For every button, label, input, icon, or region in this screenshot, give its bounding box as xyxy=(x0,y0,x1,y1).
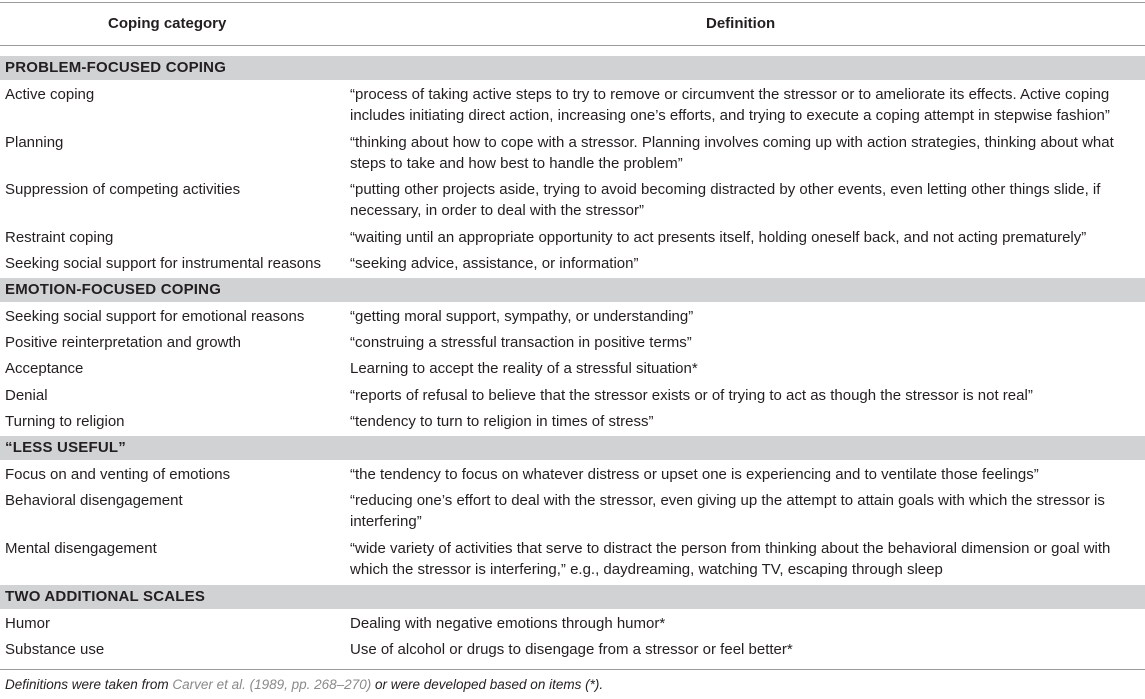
category-cell: Planning xyxy=(5,134,64,151)
table-header-row xyxy=(0,3,1145,45)
definition-cell: “seeking advice, assistance, or information” xyxy=(350,255,639,272)
section-title: “LESS USEFUL” xyxy=(5,439,126,456)
section-title: EMOTION-FOCUSED COPING xyxy=(5,281,222,298)
category-cell: Active coping xyxy=(5,86,95,103)
table-footnote xyxy=(5,677,603,692)
category-cell: Humor xyxy=(5,615,51,632)
definition-cell: “construing a stressful transaction in positive terms” xyxy=(350,334,692,351)
definition-cell: Dealing with negative emotions through humor* xyxy=(350,615,666,632)
citation-link[interactable]: Carver et al. (1989, pp. 268–270) xyxy=(172,677,372,692)
header-definition: Definition xyxy=(706,15,776,32)
footnote-prefix: Definitions were taken from xyxy=(5,677,173,692)
category-cell: Turning to religion xyxy=(5,413,125,430)
category-cell: Substance use xyxy=(5,641,105,658)
definition-cell: “waiting until an appropriate opportunity to act presents itself, holding oneself back, and not acting prematurely” xyxy=(350,229,1087,246)
category-cell: Positive reinterpretation and growth xyxy=(5,334,241,351)
section-header xyxy=(0,278,1145,302)
section-header xyxy=(0,585,1145,609)
definition-cell: “process of taking active steps to try to remove or circumvent the stressor or to ameliorate its effects. Active coping includes initiating direct action, increasing one’s efforts, and trying to execute a coping attempt in stepwise fashion” xyxy=(350,86,1110,124)
header-bottom-rule xyxy=(0,45,1145,46)
section-title: TWO ADDITIONAL SCALES xyxy=(5,588,206,605)
definition-cell: “reports of refusal to believe that the stressor exists or of trying to act as though the stressor is not real” xyxy=(350,387,1033,404)
section-title: PROBLEM-FOCUSED COPING xyxy=(5,59,227,76)
definition-cell: “thinking about how to cope with a stressor. Planning involves coming up with action strategies, thinking about what steps to take and how best to handle the problem” xyxy=(350,134,1114,172)
table-bottom-rule xyxy=(0,669,1145,670)
section-header xyxy=(0,56,1145,80)
definition-cell: “wide variety of activities that serve to distract the person from thinking about the behavioral dimension or goal with which the stressor is interfering,” e.g., daydreaming, watching TV, escaping through sleep xyxy=(350,540,1111,578)
category-cell: Suppression of competing activities xyxy=(5,181,241,198)
category-cell: Seeking social support for instrumental reasons xyxy=(5,255,321,272)
section-header xyxy=(0,436,1145,460)
category-cell: Focus on and venting of emotions xyxy=(5,466,231,483)
definition-cell: Learning to accept the reality of a stressful situation* xyxy=(350,360,698,377)
definition-cell: Use of alcohol or drugs to disengage from a stressor or feel better* xyxy=(350,641,793,658)
definition-cell: “putting other projects aside, trying to avoid becoming distracted by other events, even letting other things slide, if necessary, in order to deal with the stressor” xyxy=(350,181,1101,219)
category-cell: Acceptance xyxy=(5,360,84,377)
definition-cell: “the tendency to focus on whatever distress or upset one is experiencing and to ventilate those feelings” xyxy=(350,466,1039,483)
footnote-suffix: or were developed based on items (*). xyxy=(371,677,604,692)
category-cell: Behavioral disengagement xyxy=(5,492,183,509)
definition-cell: “reducing one’s effort to deal with the stressor, even giving up the attempt to attain goals with which the stressor is interfering” xyxy=(350,492,1105,530)
category-cell: Mental disengagement xyxy=(5,540,157,557)
definition-cell: “tendency to turn to religion in times of stress” xyxy=(350,413,654,430)
header-coping-category: Coping category xyxy=(108,15,227,32)
category-cell: Restraint coping xyxy=(5,229,114,246)
category-cell: Seeking social support for emotional reasons xyxy=(5,308,305,325)
category-cell: Denial xyxy=(5,387,48,404)
definition-cell: “getting moral support, sympathy, or understanding” xyxy=(350,308,694,325)
